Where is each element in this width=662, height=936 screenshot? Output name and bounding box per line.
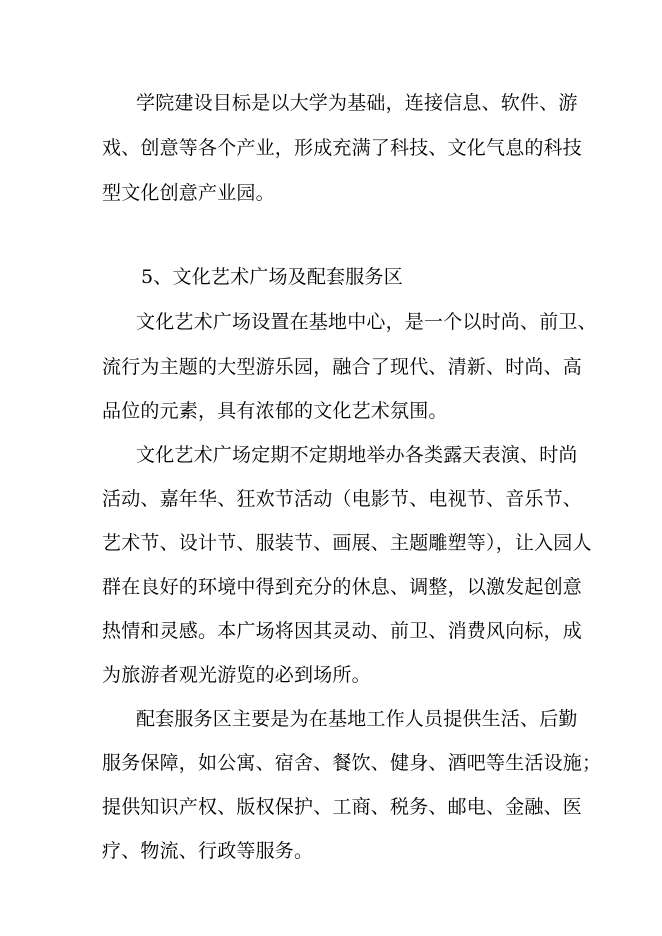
paragraph-line: 为旅游者观光游览的必到场所。 (102, 664, 371, 686)
paragraph-line: 品位的元素，具有浓郁的文化艺术氛围。 (102, 400, 448, 422)
paragraph-line: 提供知识产权、版权保护、工商、税务、邮电、金融、医 (102, 796, 583, 818)
paragraph-line: 服务保障，如公寓、宿舍、餐饮、健身、酒吧等生活设施； (102, 752, 602, 774)
paragraph-line: 戏、创意等各个产业，形成充满了科技、文化气息的科技 (102, 137, 583, 159)
paragraph-line: 文化艺术广场定期不定期地举办各类露天表演、时尚 (136, 444, 578, 466)
paragraph-line: 学院建设目标是以大学为基础，连接信息、软件、游 (136, 92, 578, 114)
paragraph-line: 配套服务区主要是为在基地工作人员提供生活、后勤 (136, 708, 578, 730)
paragraph-line: 疗、物流、行政等服务。 (102, 840, 314, 862)
paragraph-line: 流行为主题的大型游乐园，融合了现代、清新、时尚、高 (102, 356, 583, 378)
paragraph-line: 活动、嘉年华、狂欢节活动（电影节、电视节、音乐节、 (102, 488, 583, 510)
paragraph-line: 热情和灵感。本广场将因其灵动、前卫、消费风向标，成 (102, 620, 583, 642)
paragraph-line: 型文化创意产业园。 (102, 182, 275, 204)
paragraph-line: 艺术节、设计节、服装节、画展、主题雕塑等），让入园人 (102, 532, 592, 554)
paragraph-line: 文化艺术广场设置在基地中心，是一个以时尚、前卫、 (136, 311, 597, 333)
paragraph-line: 群在良好的环境中得到充分的休息、调整，以激发起创意 (102, 576, 583, 598)
section-heading: 5、文化艺术广场及配套服务区 (141, 266, 403, 288)
